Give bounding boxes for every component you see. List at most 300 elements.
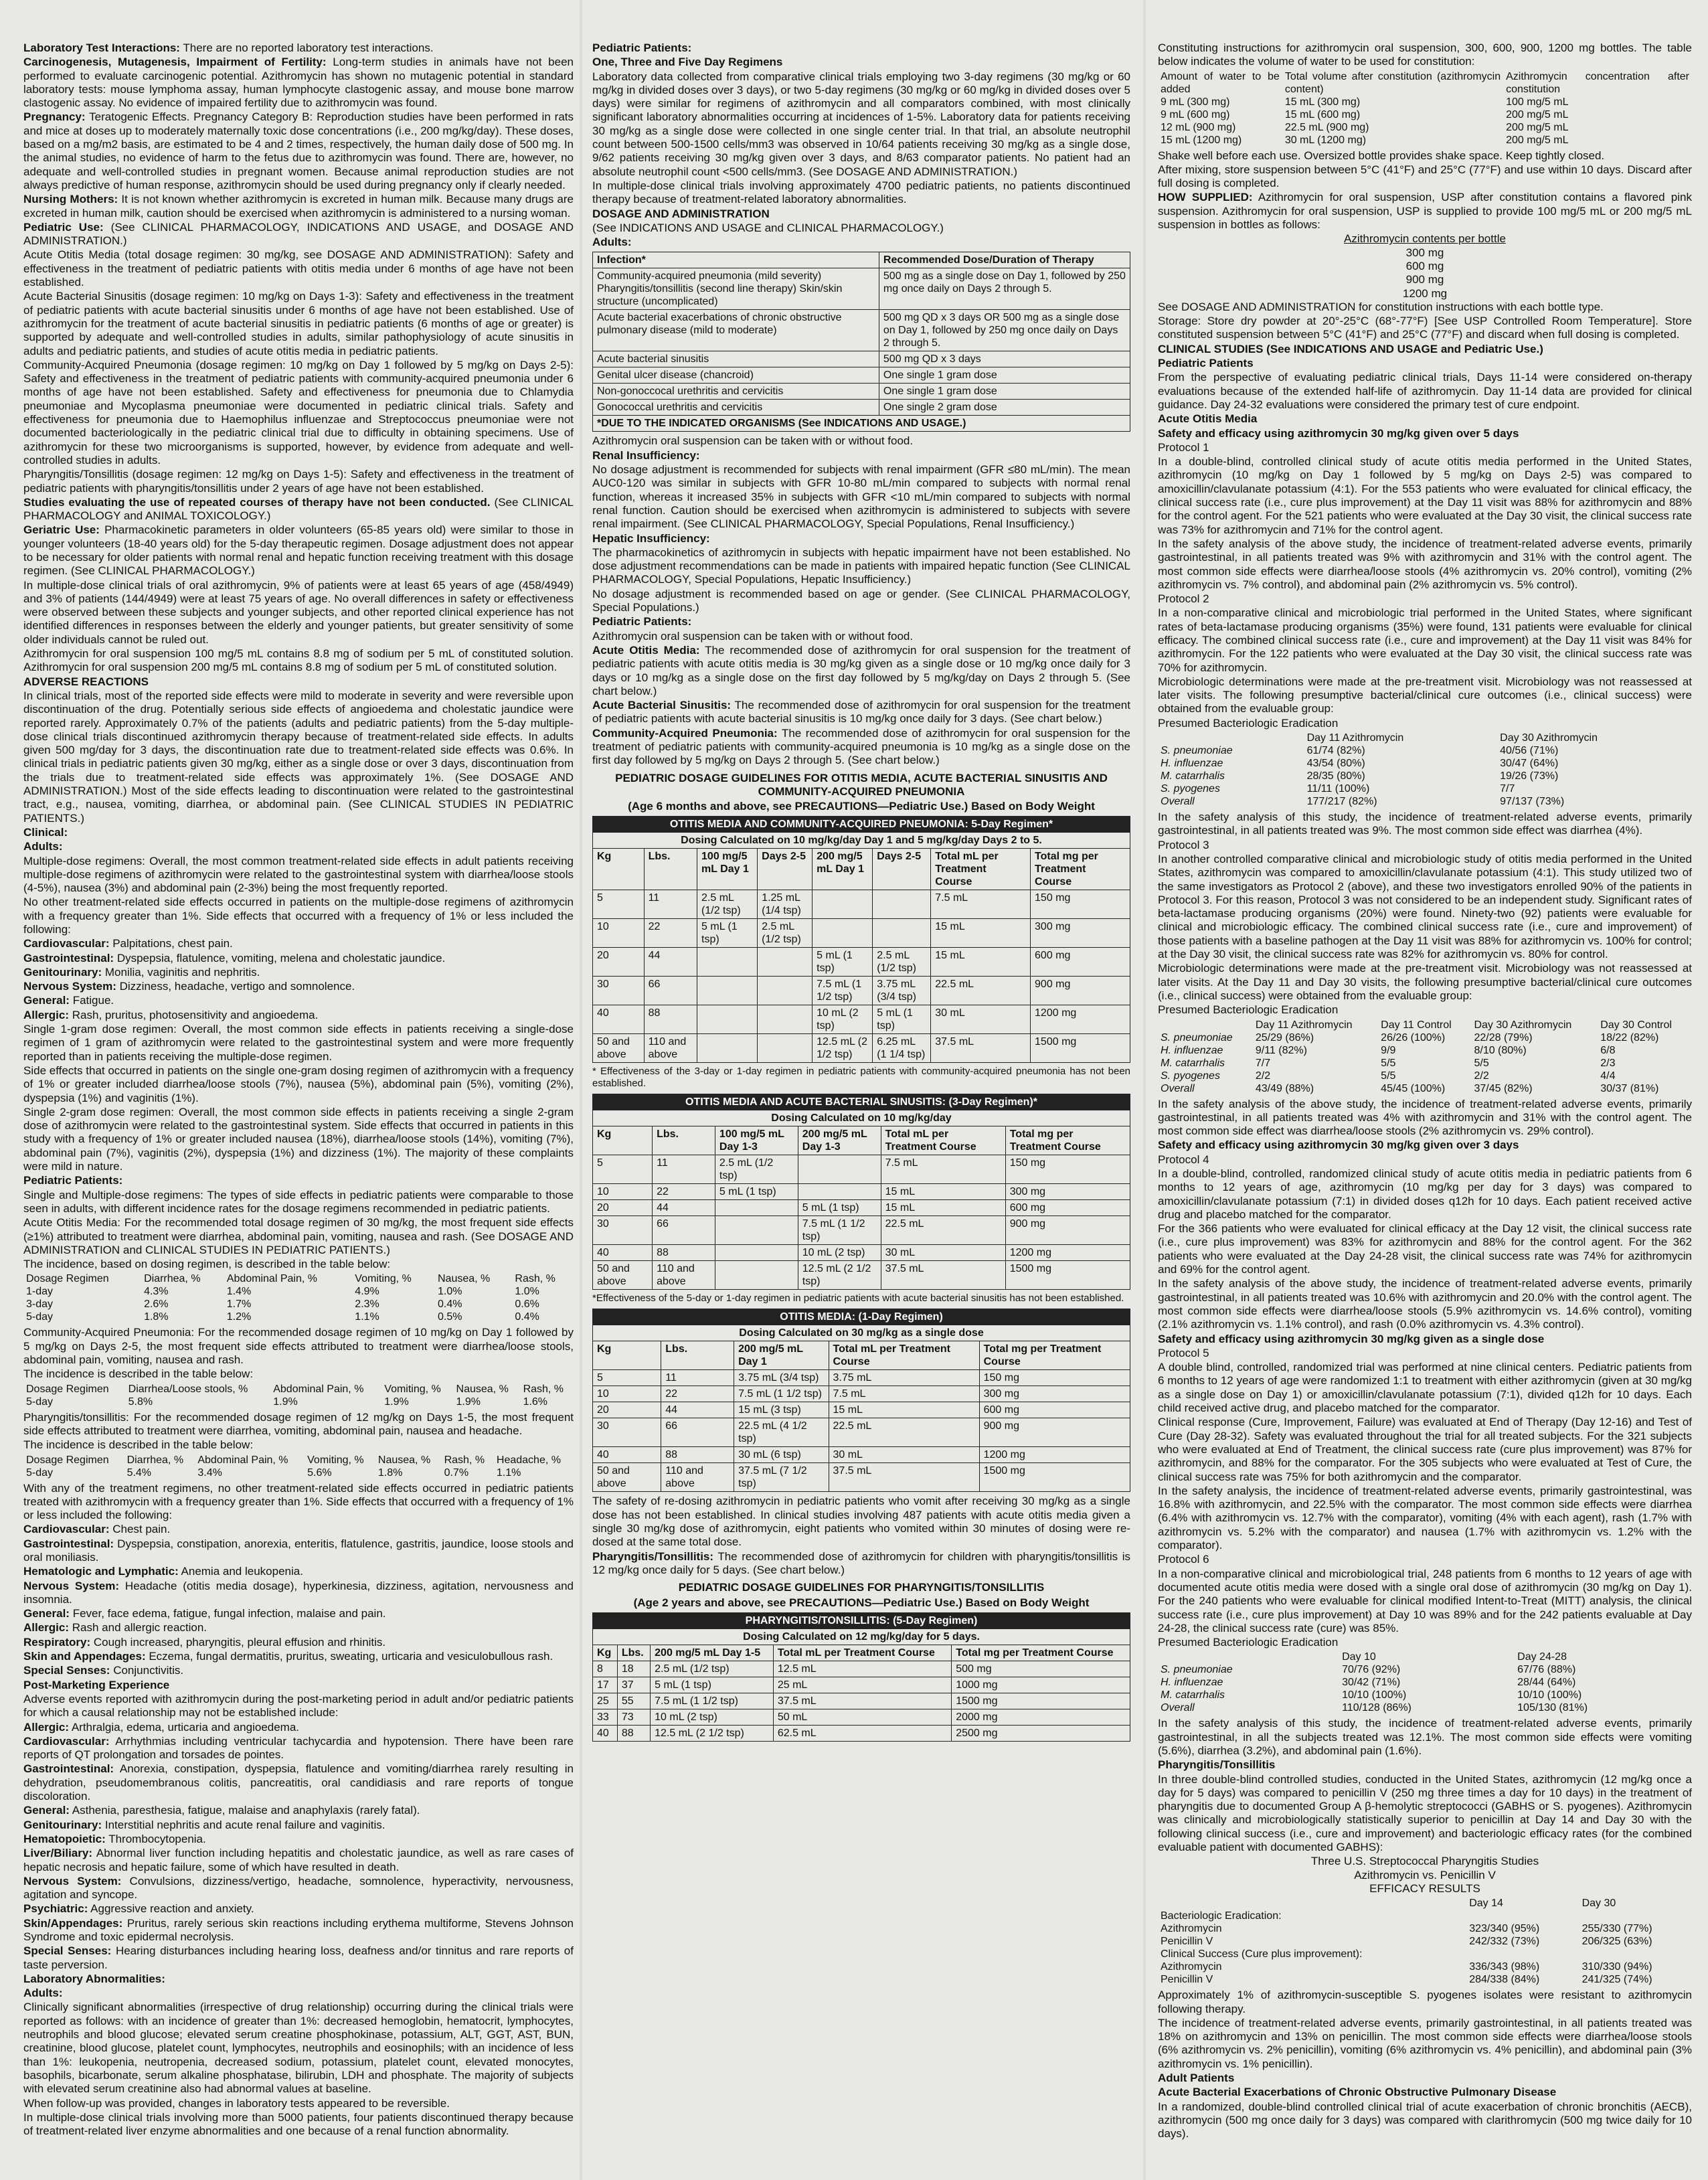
table-cell [697, 948, 758, 977]
column-left [23, 41, 574, 2170]
paragraph-text: Dyspepsia, flatulence, vomiting, melena and cholestatic jaundice. [114, 951, 446, 965]
table-cell [715, 1261, 798, 1290]
run-in-heading: Gastrointestinal: [23, 1762, 114, 1776]
table-cell: Acute bacterial sinusitis [593, 351, 879, 367]
table-cell: H. influenzae [1161, 758, 1223, 770]
paragraph [1158, 1139, 1692, 1152]
table-cell: 61/74 (82%) [1306, 745, 1365, 757]
table-subcaption: Dosing Calculated on 30 mg/kg as a single dose [593, 1325, 1130, 1341]
column-header: Total mg per Treatment Course [952, 1645, 1130, 1661]
paragraph-text: The incidence is described in the table below: [23, 1438, 254, 1452]
table-cell: 88 [617, 1725, 650, 1741]
table-header-row [1158, 1019, 1692, 1031]
column-header: Lbs. [653, 1126, 715, 1155]
table-cell: Acute bacterial exacerbations of chronic obstructive pulmonary disease (mild to moderate) [593, 310, 879, 351]
run-in-heading: General: [23, 994, 70, 1007]
table-cell: 5.4% [126, 1466, 152, 1479]
column-header: Day 11 Azithromycin [1255, 1019, 1353, 1031]
table-cell [873, 919, 931, 948]
table-cell: 3.75 mL (3/4 tsp) [734, 1370, 829, 1386]
run-in-heading: Acute Bacterial Sinusitis: [592, 699, 732, 712]
run-in-heading: Special Senses: [23, 1944, 112, 1958]
column-header: Nausea, % [377, 1454, 431, 1466]
paragraph [1158, 592, 1692, 606]
table-cell: 11 [653, 1155, 715, 1184]
fold-line [580, 0, 582, 2180]
table-cell: 20 [593, 948, 645, 977]
table-cell [758, 1034, 813, 1063]
column-header: Total mL per Treatment Course [931, 849, 1031, 890]
run-in-heading: Pregnancy: [23, 110, 86, 124]
table-cell: 1.25 mL (1/4 tsp) [758, 890, 813, 919]
table-cell: 0.5% [438, 1311, 462, 1323]
table-cell: 8/10 (80%) [1474, 1044, 1527, 1056]
section-how-supplied [1158, 149, 1692, 232]
paragraph [1158, 675, 1692, 716]
paragraph-text: See DOSAGE AND ADMINISTRATION for constitution instructions with each bottle type. [1158, 300, 1604, 313]
table-cell [1466, 1948, 1579, 1960]
column-header: Dosage Regimen [26, 1273, 109, 1285]
paragraph-text: Anemia and leukopenia. [178, 1565, 303, 1578]
bottle-size: 600 mg [1405, 259, 1444, 272]
paragraph-text: Interstitial nephritis and acute renal failure and vaginitis. [102, 1818, 386, 1831]
paragraph [23, 1009, 574, 1022]
table-cell: 150 mg [1031, 890, 1130, 919]
table-cell: 1.1% [355, 1311, 379, 1323]
section-heading: Adults: [592, 236, 632, 249]
run-in-heading: Allergic: [23, 1008, 70, 1021]
paragraph [23, 896, 574, 936]
table-cell: 44 [661, 1402, 734, 1418]
table-cell: 22 [653, 1184, 715, 1200]
paragraph [23, 1189, 574, 1216]
table-cell [798, 1155, 881, 1184]
table-cell: 88 [653, 1245, 715, 1261]
paragraph-text: (See CLINICAL PHARMACOLOGY and ANIMAL TOXICOLOGY.) [23, 495, 574, 523]
paragraph [1158, 371, 1692, 412]
paragraph [1158, 1277, 1692, 1331]
table-cell [798, 1184, 881, 1200]
table-cell: 336/343 (98%) [1469, 1961, 1540, 1973]
paragraph-text: In multiple-dose clinical trials involving more than 5000 patients, four patients discontinued therapy because of treatment-related liver enzyme abnormalities and one because of a renal function abnormality. [23, 2110, 574, 2138]
table-row [1158, 1910, 1692, 1922]
table-header-row [593, 1341, 1130, 1370]
table-cell [697, 1034, 758, 1063]
table-cell: 10 [593, 1184, 653, 1200]
paragraph [1158, 357, 1692, 370]
table-cell: 12 mL (900 mg) [1161, 121, 1236, 133]
table-row [1158, 1082, 1692, 1095]
table-cell: 88 [644, 1005, 697, 1034]
column-header: 100 mg/5 mL Day 1-3 [715, 1126, 798, 1155]
table-cell: 15 mL [881, 1200, 1005, 1216]
table-row [593, 1402, 1130, 1418]
paragraph [23, 966, 574, 979]
table-row [593, 1709, 1130, 1725]
table-row [593, 1034, 1130, 1063]
table-cell: 1500 mg [979, 1463, 1130, 1492]
paragraph-text: Laboratory data collected from comparative clinical trials employing two 3-day regimens (30 mg/kg or 60 mg/kg in divided doses over 3 days), or two 5-day regimens (30 mg/kg or 60 mg/kg in divided doses over 5 days) were similar for regimens of azithromycin and all comparators combined, with most clinically significant laboratory abnormalities occurring at incidences of 1-5%. Laboratory data for patients receiving 30 mg/kg as a single dose were collected in one single center trial. In that trial, an absolute neutrophil count between 500-1500 cells/mm3 was observed in 10/64 patients receiving 30 mg/kg as a single dose, 9/62 patients receiving 30 mg/kg given over 3 days, and 8/63 comparator patients. No patient had an absolute neutrophil count <500 cells/mm3. (See DOSAGE AND ADMINISTRATION.) [592, 70, 1130, 178]
column-header: 100 mg/5 mL Day 1 [697, 849, 758, 890]
paragraph [592, 588, 1130, 615]
bottle-size: 900 mg [1405, 273, 1444, 286]
table-cell: 50 and above [593, 1463, 661, 1492]
column-header: Kg [593, 849, 645, 890]
fold-line [1143, 0, 1146, 2180]
dosing-table-5day-footnote: * Effectiveness of the 3-day or 1-day regimen in pediatric patients with community-acquired pneumonia has not been established. [592, 1066, 1130, 1090]
column-header: Day 30 Azithromycin [1500, 732, 1598, 744]
table-cell: 70/76 (92%) [1342, 1664, 1401, 1676]
table-cell: 22.5 mL [931, 977, 1031, 1005]
paragraph-text: In multiple-dose clinical trials of oral azithromycin, 9% of patients were at least 65 years of age (458/4949) and 3% of patients (144/4949) were at least 75 years of age. No overall differences in safety or effectiveness were observed between these subjects and younger subjects, and other reported clinical experience has not identified differences in responses between the elderly and younger patients, but greater sensitivity of some older individuals cannot be ruled out. [23, 578, 574, 646]
table-cell: 7.5 mL (1 1/2 tsp) [798, 1216, 881, 1245]
column-header: Day 11 Azithromycin [1306, 732, 1404, 744]
table-cell: 2.5 mL (1/2 tsp) [651, 1661, 774, 1677]
paragraph [592, 222, 1130, 235]
paragraph [23, 1833, 574, 1846]
paragraph [1158, 301, 1692, 314]
bottle-size: 1200 mg [1402, 286, 1448, 300]
section-heading: Acute Bacterial Exacerbations of Chronic Obstructive Pulmonary Disease [1158, 2086, 1557, 2099]
table-cell: M. catarrhalis [1161, 770, 1225, 782]
table-header-row [1158, 1897, 1692, 1910]
column-header: Nausea, % [438, 1273, 491, 1285]
eradication-table-protocol2 [1158, 732, 1692, 808]
table-cell: Azithromycin [1161, 1961, 1222, 1973]
table-cell: Community-acquired pneumonia (mild severity) Pharyngitis/tonsillitis (second line therapy) Skin/skin structure (uncomplicated) [593, 268, 879, 310]
table-cell: 73 [617, 1709, 650, 1725]
paragraph [23, 1326, 574, 1367]
eradication-table-protocol6 [1158, 1651, 1692, 1714]
paragraph [23, 952, 574, 965]
table-row [593, 1463, 1130, 1492]
paragraph-text: Monilia, vaginitis and nephritis. [102, 965, 260, 979]
table-cell: 200 mg/5 mL [1506, 108, 1569, 120]
table-cell: 255/330 (77%) [1582, 1923, 1652, 1935]
table-subcaption: Dosing Calculated on 10 mg/kg/day [593, 1110, 1130, 1126]
table-cell: S. pneumoniae [1161, 1031, 1233, 1043]
table-cell [715, 1245, 798, 1261]
bottle-size: 300 mg [1405, 246, 1444, 259]
paragraph-text: Chest pain. [109, 1523, 171, 1536]
paragraph [23, 1735, 574, 1762]
paragraph-text: Azithromycin for oral suspension, USP after constitution contains a flavored pink suspension. Azithromycin for oral suspension, USP is supplied to provide 100 mg/5 mL or 200 mg/5 mL suspension in bottles as follows: [1158, 191, 1692, 232]
table-row [593, 1725, 1130, 1741]
table-row [593, 310, 1130, 351]
table-cell [813, 890, 873, 919]
table-row [593, 400, 1130, 416]
paragraph-text: Rash, pruritus, photosensitivity and angioedema. [69, 1008, 319, 1021]
eradication-title-c: Presumed Bacteriologic Eradication [1158, 1636, 1339, 1649]
table-cell: 100 mg/5 mL [1506, 96, 1569, 108]
bottle-contents-list [1158, 246, 1692, 301]
column-header: Lbs. [617, 1645, 650, 1661]
column-header [1158, 732, 1304, 744]
table-cell: 110 and above [661, 1463, 734, 1492]
table-row [1158, 121, 1692, 134]
column-header: Dosage Regimen [26, 1383, 109, 1395]
paragraph-text: Clinically significant abnormalities (irrespective of drug relationship) occurring during the clinical trials were reported as follows: with an incidence of greater than 1%: decreased hemoglobin, hematocrit, lymphocytes, neutrophils and blood glucose; elevated serum creatine phosphokinase, potassium, ALT, GGT, AST, BUN, creatinine, blood glucose, platelet count, lymphocytes, neutrophils and eosinophils; with an incidence of less than 1%: leukopenia, neutropenia, decreased sodium, potassium, platelet count, elevated monocytes, basophils, bicarbonate, serum alkaline phosphatase, bilirubin, LDH and phosphate. The majority of subjects with elevated serum creatinine also had abnormal values at baseline. [23, 2001, 574, 2096]
paragraph [23, 2111, 574, 2139]
table-caption-row [593, 1612, 1130, 1628]
paragraph-text: Protocol 4 [1158, 1153, 1209, 1166]
paragraph-text: Microbiologic determinations were made at the pre-treatment visit. Microbiology was not reassessed at later visits. At the Day 11 and Day 30 visits, the following presumptive bacterial/clinical cure outcomes (i.e., clinical success) were obtained from the evaluable group: [1158, 962, 1692, 1002]
paragraph [1158, 537, 1692, 592]
table-cell: 2.5 mL (1/2 tsp) [715, 1155, 798, 1184]
table-cell: 37.5 mL [773, 1693, 951, 1709]
table-cell: Genital ulcer disease (chancroid) [593, 367, 879, 384]
table-cell: 5.6% [307, 1466, 332, 1479]
table-cell: 1.7% [226, 1298, 252, 1311]
table-cell: 10 [593, 1386, 661, 1402]
table-row [1158, 1057, 1692, 1070]
paragraph-text: Arrhythmias including ventricular tachycardia and hypotension. There have been rare reports of QT prolongation and torsades de pointes. [23, 1734, 574, 1762]
table-cell: 1200 mg [1005, 1245, 1130, 1261]
table-cell: 5.8% [128, 1396, 153, 1408]
paragraph-text: Single 2-gram dose regimen: Overall, the most common side effects in patients receiving a single 2-gram dose of azithromycin were related to the gastrointestinal system. Side effects that occurred in patients in this study with a frequency of 1% or greater included nausea (18%), diarrhea/loose stools (14%), vomiting (7%), abdominal pain (7%), vaginitis (2%), dyspepsia (1%) and dizziness (1%). The majority of these complaints were mild in nature. [23, 1105, 574, 1173]
table-cell: 500 mg QD x 3 days OR 500 mg as a single dose on Day 1, followed by 250 mg once daily on Days 2 through 5. [879, 310, 1130, 351]
paragraph [23, 468, 574, 495]
table-cell: 30 mL [931, 1005, 1031, 1034]
paragraph [23, 1636, 574, 1649]
table-cell: 9/9 [1381, 1044, 1396, 1056]
table-row [593, 1418, 1130, 1447]
table-cell [1579, 1948, 1692, 1960]
paragraph [1158, 962, 1692, 1003]
paragraph [23, 1367, 574, 1381]
paragraph [23, 1721, 574, 1734]
table-cell: 40/56 (71%) [1500, 745, 1559, 757]
section-heading: Pediatric Patients: [23, 1174, 123, 1187]
paragraph-text: In clinical trials, most of the reported side effects were mild to moderate in severity and were reversible upon discontinuation of the drug. Potentially serious side effects of angioedema and cholestatic jaundice were reported rarely. Approximately 0.7% of the patients (adults and pediatric patients) from the 5-day multiple-dose clinical trials discontinued azithromycin therapy because of treatment-related side effects. In adults given 500 mg/day for 3 days, the discontinuation rate due to treatment-related side effects was 0.6%. In clinical trials in pediatric patients given 30 mg/kg, either as a single dose or over 3 days, discontinuation from the trials due to treatment-related side effects was approximately 1%. (See DOSAGE AND ADMINISTRATION.) Most of the side effects leading to discontinuation were related to the gastrointestinal tract, e.g., nausea, vomiting, diarrhea, or abdominal pain. (See CLINICAL STUDIES IN PEDIATRIC PATIENTS.) [23, 689, 574, 825]
table-cell: 500 mg as a single dose on Day 1, followed by 250 mg once daily on Days 2 through 5. [879, 268, 1130, 310]
table-cell: 22.5 mL [829, 1418, 979, 1447]
table-cell [758, 948, 813, 977]
section-heading: Pediatric Patients [1158, 357, 1254, 370]
table-cell: 11 [661, 1370, 734, 1386]
paragraph-text: Storage: Store dry powder at 20°-25°C (68°-77°F) [See USP Controlled Room Temperature]. Store constituted suspension between 5°C (41°F) and 25°C (77°F) and discard when full dosing is completed. [1158, 315, 1692, 341]
table-cell: 66 [644, 977, 697, 1005]
paragraph-text: No other treatment-related side effects occurred in patients on the multiple-dose regimens of azithromycin with a frequency greater than 1%. Side effects that occurred with a frequency of 1% or less included the following: [23, 896, 574, 936]
paragraph [23, 1664, 574, 1677]
column-header: Total mg per Treatment Course [1005, 1126, 1130, 1155]
table-caption-row [593, 1309, 1130, 1325]
bottle-contents-title: Azithromycin contents per bottle [1344, 232, 1506, 246]
table-cell: 3.75 mL (3/4 tsp) [873, 977, 931, 1005]
paragraph [23, 980, 574, 993]
table-cell: 40 [593, 1725, 618, 1741]
table-cell: S. pneumoniae [1161, 745, 1233, 757]
run-in-heading: Special Senses: [23, 1664, 110, 1677]
table-cell: 3.75 mL [829, 1370, 979, 1386]
table-cell: 900 mg [1031, 977, 1130, 1005]
paragraph [23, 41, 574, 55]
dosing-table-1day [592, 1309, 1130, 1492]
paragraph-text: Protocol 5 [1158, 1346, 1209, 1359]
table-cell: 20 [593, 1200, 653, 1216]
table-cell: 50 and above [593, 1034, 645, 1063]
paragraph-text: In the safety analysis of the above study, the incidence of treatment-related adverse events, primarily gastrointestinal, in all patients treated was 9% with azithromycin and 31% with the control agent. The most common side effects were diarrhea/loose stools (4% azithromycin vs. 20% control), vomiting (2% azithromycin vs. 7% control), and abdominal pain (2% azithromycin vs. 5% control). [1158, 537, 1692, 591]
table-cell: S. pyogenes [1161, 783, 1220, 795]
table-cell [1579, 1910, 1692, 1922]
run-in-heading: Geriatric Use: [23, 523, 100, 537]
table-row [593, 919, 1130, 948]
table-row [593, 384, 1130, 400]
paragraph-text: No dosage adjustment is recommended for subjects with renal impairment (GFR ≤80 mL/min). The mean AUC0-120 was similar in subjects with GFR 10-80 mL/min compared to subjects with normal renal function, whereas it increased 35% in subjects with GFR <10 mL/min compared to subjects with normal renal function. Caution should be exercised when azithromycin is administered to subjects with severe renal impairment. (See CLINICAL PHARMACOLOGY, Special Populations, Renal Insufficiency.) [592, 463, 1130, 531]
column-header [1158, 1897, 1466, 1910]
paragraph [1158, 1989, 1692, 2016]
table-cell: 242/332 (73%) [1469, 1936, 1540, 1948]
column-header: Kg [593, 1126, 653, 1155]
paragraph [23, 689, 574, 825]
paragraph [1158, 41, 1692, 69]
pediatric-aom-incidence-table [23, 1272, 574, 1323]
table-row [1158, 1973, 1692, 1986]
column-header: Vomiting, % [307, 1454, 364, 1466]
eradication-title-a: Presumed Bacteriologic Eradication [1158, 716, 1339, 730]
paragraph [23, 1438, 574, 1452]
table-cell: 97/137 (73%) [1500, 796, 1565, 808]
column-header: Total mg per Treatment Course [1031, 849, 1130, 890]
paragraph-text: Rash and allergic reaction. [69, 1621, 207, 1634]
table-cell: 15 mL (1200 mg) [1161, 134, 1242, 146]
paragraph [1158, 1485, 1692, 1552]
run-in-heading: Psychiatric: [23, 1902, 88, 1916]
table-cell: 1500 mg [952, 1693, 1130, 1709]
table-cell: M. catarrhalis [1161, 1689, 1225, 1701]
paragraph-text: When follow-up was provided, changes in laboratory tests appeared to be reversible. [23, 2096, 450, 2110]
table-cell: 206/325 (63%) [1582, 1936, 1652, 1948]
table-row [1158, 1070, 1692, 1082]
table-cell: 15 mL [931, 919, 1031, 948]
run-in-heading: Cardiovascular: [23, 937, 110, 950]
column-header: Rash, % [515, 1273, 556, 1285]
section-heading: DOSAGE AND ADMINISTRATION [592, 207, 770, 220]
table-cell: 0.4% [515, 1311, 539, 1323]
table-cell: S. pyogenes [1161, 1070, 1220, 1082]
table-cell: 50 and above [593, 1261, 653, 1290]
paragraph-text: Acute Otitis Media (total dosage regimen: 30 mg/kg, see DOSAGE AND ADMINISTRATION): Safety and effectiveness in the treatment of pediatric patients with otitis media under 6 months of age have not been established. [23, 248, 574, 289]
table-cell: 300 mg [979, 1386, 1130, 1402]
paragraph [23, 1804, 574, 1817]
paragraph-text: Palpitations, chest pain. [109, 937, 233, 950]
table-cell: 44 [653, 1200, 715, 1216]
section-redosing [592, 1495, 1130, 1577]
section-pharyngitis-incidence [23, 1411, 574, 1452]
table-cell: 284/338 (84%) [1469, 1974, 1540, 1986]
table-cell: 11 [644, 890, 697, 919]
paragraph-text: The recommended dose of azithromycin for oral suspension for the treatment of pediatric patients with acute otitis media is 30 mg/kg given as a single dose or 10 mg/kg once daily for 3 days or 10 mg/kg as a single dose on the first day followed by 5 mg/kg/day on Days 2 through 5. (See chart below.) [592, 643, 1130, 697]
paragraph [23, 1621, 574, 1634]
paragraph-text: In multiple-dose clinical trials involving approximately 4700 pediatric patients, no patients discontinued therapy because of treatment-related laboratory abnormalities. [592, 179, 1130, 206]
table-cell: Non-gonoccocal urethritis and cervicitis [593, 384, 879, 400]
table-cell: 30/42 (71%) [1342, 1677, 1401, 1689]
table-cell: 1.8% [144, 1311, 169, 1323]
table-cell: 12.5 mL (2 1/2 tsp) [813, 1034, 873, 1063]
table-row [593, 268, 1130, 310]
table-footnote: *DUE TO THE INDICATED ORGANISMS (See INDICATIONS AND USAGE.) [593, 416, 1130, 432]
table-cell: 40 [593, 1005, 645, 1034]
section-heading: Pediatric Patients: [592, 615, 692, 628]
column-header: Diarrhea, % [126, 1454, 184, 1466]
paragraph [23, 994, 574, 1007]
section-post-marketing [23, 1482, 574, 2139]
run-in-heading: Genitourinary: [23, 1818, 102, 1831]
paragraph [592, 1550, 1130, 1578]
table-cell: One single 2 gram dose [879, 400, 1130, 416]
table-row [593, 351, 1130, 367]
table-cell: 5 mL (1 tsp) [813, 948, 873, 977]
run-in-heading: General: [23, 1607, 70, 1620]
paragraph [23, 1944, 574, 1972]
table-cell: 18 [617, 1661, 650, 1677]
paragraph-text: The pharmacokinetics of azithromycin in subjects with hepatic impairment have not been established. No dose adjustment recommendations can be made in patients with impaired hepatic function (See CLINICAL PHARMACOLOGY, Special Populations, Hepatic Insufficiency.) [592, 546, 1130, 586]
paragraph-text: Single and Multiple-dose regimens: The types of side effects in pediatric patients were comparable to those seen in adults, with different incidence rates for the dosage regimens recommended in pediatric patients. [23, 1188, 574, 1215]
paragraph [1158, 1568, 1692, 1635]
table-cell: 2.5 mL (1/2 tsp) [697, 890, 758, 919]
strep-studies-title: Three U.S. Streptococcal Pharyngitis Studies [1310, 1855, 1539, 1868]
paragraph [1158, 1167, 1692, 1222]
table-cell: 5/5 [1474, 1057, 1489, 1069]
paragraph-text: After mixing, store suspension between 5°C (41°F) and 25°C (77°F) and use within 10 days. Discard after full dosing is completed. [1158, 163, 1692, 190]
paragraph-text: Teratogenic Effects. Pregnancy Category B: Reproduction studies have been performed in rats and mice at doses up to moderately maternally toxic dose concentrations (i.e., 200 mg/kg/day). These doses, based on a mg/m2 basis, are estimated to be 4 and 2 times, respectively, the human daily dose of 500 mg. In the animal studies, no evidence of harm to the fetus due to azithromycin was found. There are, however, no adequate and well-controlled studies in pregnant women. Because animal reproduction studies are not always predictive of human response, azithromycin should be used during pregnancy only if clearly needed. [23, 110, 574, 191]
paragraph [23, 496, 574, 523]
table-cell: 30 [593, 977, 645, 1005]
run-in-heading: Allergic: [23, 1720, 70, 1734]
table-cell: 2000 mg [952, 1709, 1130, 1725]
table-cell: 37.5 mL [829, 1463, 979, 1492]
paragraph-text: There are no reported laboratory test interactions. [179, 41, 434, 54]
paragraph-text: Azithromycin oral suspension can be taken with or without food. [592, 434, 914, 448]
table-cell [1466, 1910, 1579, 1922]
paragraph-text: Approximately 1% of azithromycin-susceptible S. pyogenes isolates were resistant to azithromycin following therapy. [1158, 1989, 1692, 2015]
table-cell: Azithromycin [1161, 1923, 1222, 1935]
table-row [593, 1184, 1130, 1200]
table-subcaption-row [593, 1110, 1130, 1126]
pharyngitis-guidelines-title: PEDIATRIC DOSAGE GUIDELINES FOR PHARYNGITIS/TONSILLITIS [678, 1581, 1045, 1594]
table-cell: 500 mg [952, 1661, 1130, 1677]
table-cell: 50 mL [773, 1709, 951, 1725]
paragraph [592, 727, 1130, 768]
table-cell: 9 mL (600 mg) [1161, 108, 1230, 120]
section-protocol3 [1158, 811, 1692, 1003]
table-subcaption: Dosing Calculated on 10 mg/kg/day Day 1 and 5 mg/kg/day Days 2 to 5. [593, 833, 1130, 849]
paragraph [1158, 315, 1692, 342]
section-heading: Acute Otitis Media [1158, 412, 1258, 426]
paragraph [592, 434, 1130, 448]
table-cell: 17 [593, 1677, 618, 1693]
column-header: Dosage Regimen [26, 1454, 109, 1466]
table-cell: 37.5 mL [931, 1034, 1031, 1063]
table-cell: 7.5 mL [931, 890, 1031, 919]
table-cell: 1200 mg [1031, 1005, 1130, 1034]
table-cell: 600 mg [1031, 948, 1130, 977]
paragraph-text: In a double-blind, controlled clinical study of acute otitis media performed in the United States, azithromycin (10 mg/kg on Day 1 followed by 5 mg/kg on Days 2-5) was compared to amoxicillin/clavulanate potassium (4:1). For the 553 patients who were evaluated for clinical efficacy, the clinical success rate (i.e., cure plus improvement) at the Day 11 visit was 88% for azithromycin and 88% for the control agent. For the 521 patients who were evaluated at the Day 30 visit, the clinical success rate was 73% for azithromycin and 71% for the control agent. [1158, 455, 1692, 536]
table-row [593, 1677, 1130, 1693]
paragraph [23, 1607, 574, 1620]
paragraph-text: Aggressive reaction and anxiety. [88, 1902, 254, 1916]
paragraph [1158, 1758, 1692, 1772]
table-cell: 1.1% [496, 1466, 521, 1479]
table-cell: 110 and above [653, 1261, 715, 1290]
column-header: Abdominal Pain, % [226, 1273, 317, 1285]
table-header-row [1158, 732, 1692, 744]
paragraph [23, 1258, 574, 1271]
run-in-heading: Nervous System: [23, 1579, 120, 1592]
table-cell: 200 mg/5 mL [1506, 134, 1569, 146]
paragraph-text: Long-term studies in animals have not been performed to evaluate carcinogenic potential. Azithromycin has shown no mutagenic potential in standard laboratory tests: mouse lymphoma assay, human lymphocyte clastogenic assay, and mouse bone marrow clastogenic assay. No evidence of impaired fertility due to azithromycin was found. [23, 56, 574, 110]
paragraph [1158, 343, 1692, 356]
